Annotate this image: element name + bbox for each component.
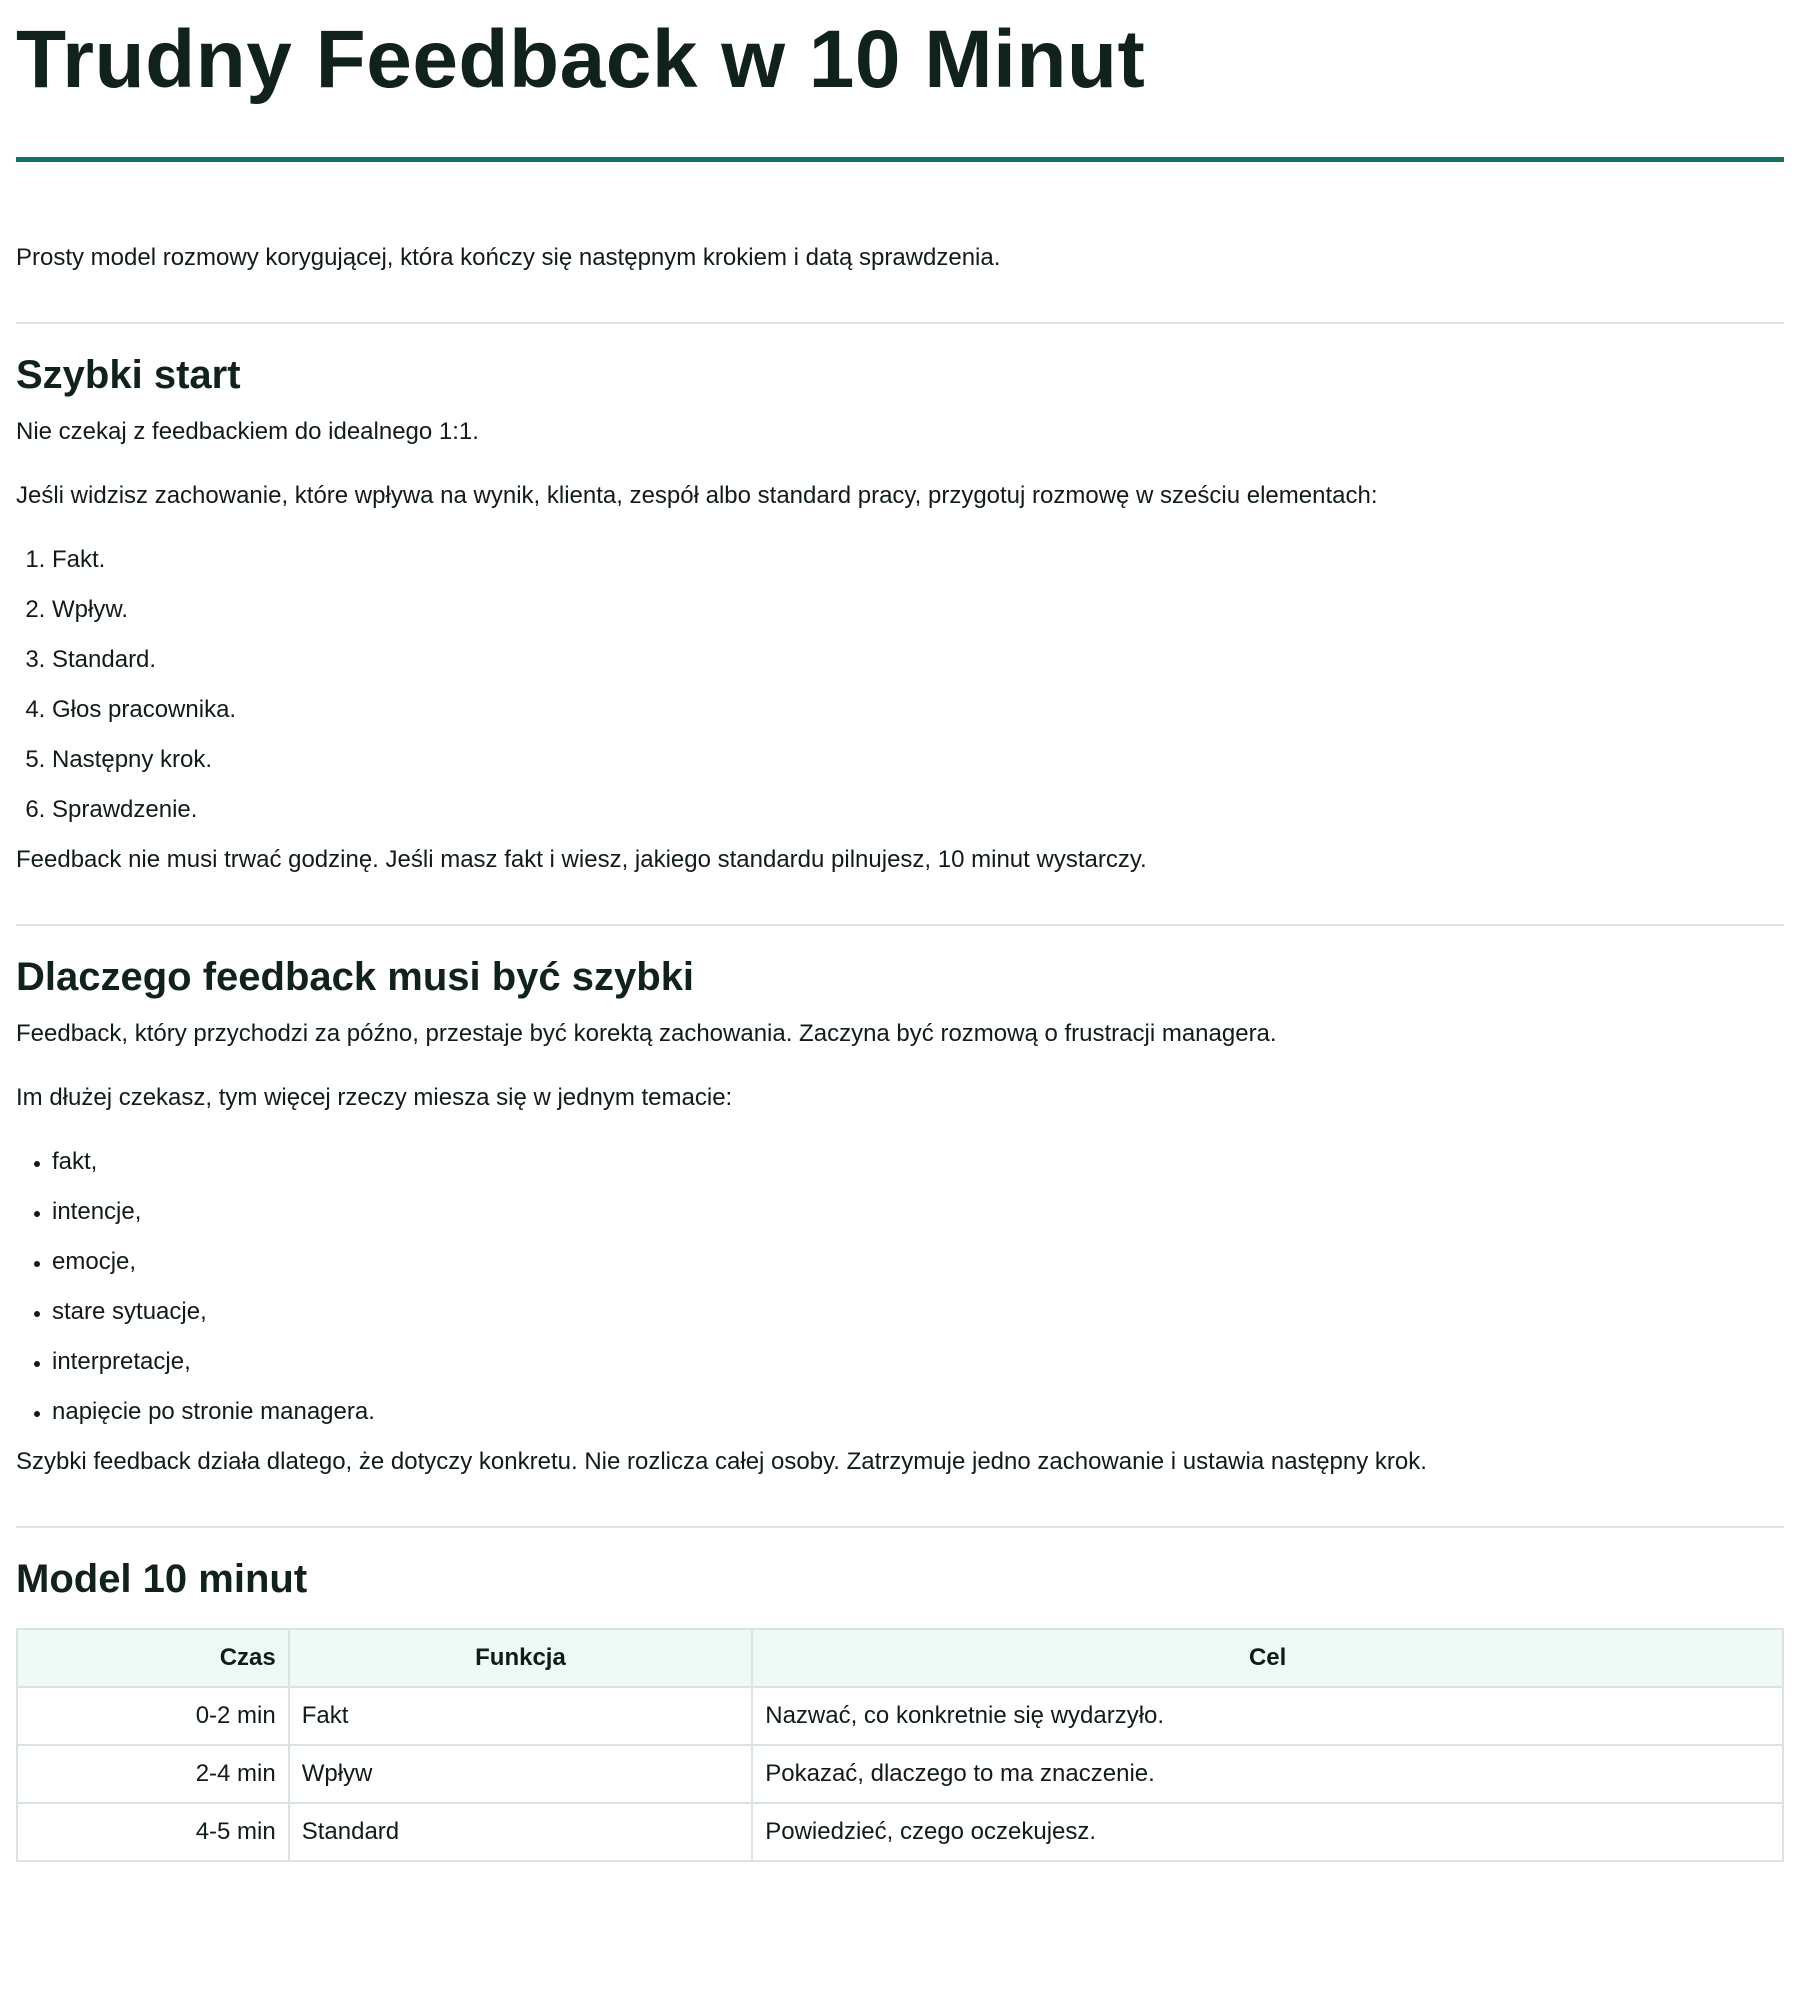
title-divider (16, 157, 1784, 162)
section-heading-quick-start: Szybki start (16, 353, 241, 397)
column-header-time: Czas (17, 1629, 289, 1687)
cell-goal: Powiedzieć, czego oczekujesz. (752, 1803, 1783, 1861)
table-row (17, 1745, 1783, 1803)
list-item: 3. Standard. (52, 644, 1784, 694)
steps-list (16, 544, 1784, 826)
table-header-row (17, 1629, 1783, 1687)
list-item: 6. Sprawdzenie. (52, 794, 1784, 826)
why-fast-paragraph-1: Feedback, który przychodzi za późno, przestaje być korektą zachowania. Zaczyna być rozmową o frustracji managera. (16, 1020, 1277, 1047)
section-divider (16, 924, 1784, 926)
list-item: • emocje, (52, 1246, 1784, 1296)
section-divider (16, 322, 1784, 324)
cell-goal: Pokazać, dlaczego to ma znaczenie. (752, 1745, 1783, 1803)
cell-time: 2-4 min (17, 1745, 289, 1803)
intro-paragraph: Prosty model rozmowy korygującej, która kończy się następnym krokiem i datą sprawdzenia. (16, 244, 1001, 271)
model-table (16, 1628, 1784, 1862)
list-item: 1. Fakt. (52, 544, 1784, 594)
list-item: • napięcie po stronie managera. (52, 1396, 1784, 1428)
section-heading-model: Model 10 minut (16, 1557, 308, 1601)
list-item: 4. Głos pracownika. (52, 694, 1784, 744)
why-fast-paragraph-3: Szybki feedback działa dlatego, że dotyczy konkretu. Nie rozlicza całej osoby. Zatrzymuje jedno zachowanie i ustawia następny krok. (16, 1448, 1427, 1475)
cell-time: 0-2 min (17, 1687, 289, 1745)
list-item: • intencje, (52, 1196, 1784, 1246)
mixed-topics-list (16, 1146, 1784, 1428)
section-divider (16, 1526, 1784, 1528)
page-title: Trudny Feedback w 10 Minut (16, 14, 1146, 105)
quick-start-paragraph-3: Feedback nie musi trwać godzinę. Jeśli masz fakt i wiesz, jakiego standardu pilnujesz, 10 minut wystarczy. (16, 846, 1147, 873)
list-item: 5. Następny krok. (52, 744, 1784, 794)
cell-function: Wpływ (289, 1745, 753, 1803)
table-row (17, 1687, 1783, 1745)
cell-time: 4-5 min (17, 1803, 289, 1861)
table-row (17, 1803, 1783, 1861)
cell-function: Standard (289, 1803, 753, 1861)
quick-start-paragraph-1: Nie czekaj z feedbackiem do idealnego 1:1. (16, 418, 479, 445)
section-heading-why-fast: Dlaczego feedback musi być szybki (16, 955, 695, 999)
column-header-function: Funkcja (289, 1629, 753, 1687)
list-item: • interpretacje, (52, 1346, 1784, 1396)
cell-function: Fakt (289, 1687, 753, 1745)
quick-start-paragraph-2: Jeśli widzisz zachowanie, które wpływa na wynik, klienta, zespół albo standard pracy, przygotuj rozmowę w sześciu elementach: (16, 482, 1378, 509)
cell-goal: Nazwać, co konkretnie się wydarzyło. (752, 1687, 1783, 1745)
column-header-goal: Cel (752, 1629, 1783, 1687)
list-item: • fakt, (52, 1146, 1784, 1196)
list-item: 2. Wpływ. (52, 594, 1784, 644)
list-item: • stare sytuacje, (52, 1296, 1784, 1346)
why-fast-paragraph-2: Im dłużej czekasz, tym więcej rzeczy miesza się w jednym temacie: (16, 1084, 733, 1111)
